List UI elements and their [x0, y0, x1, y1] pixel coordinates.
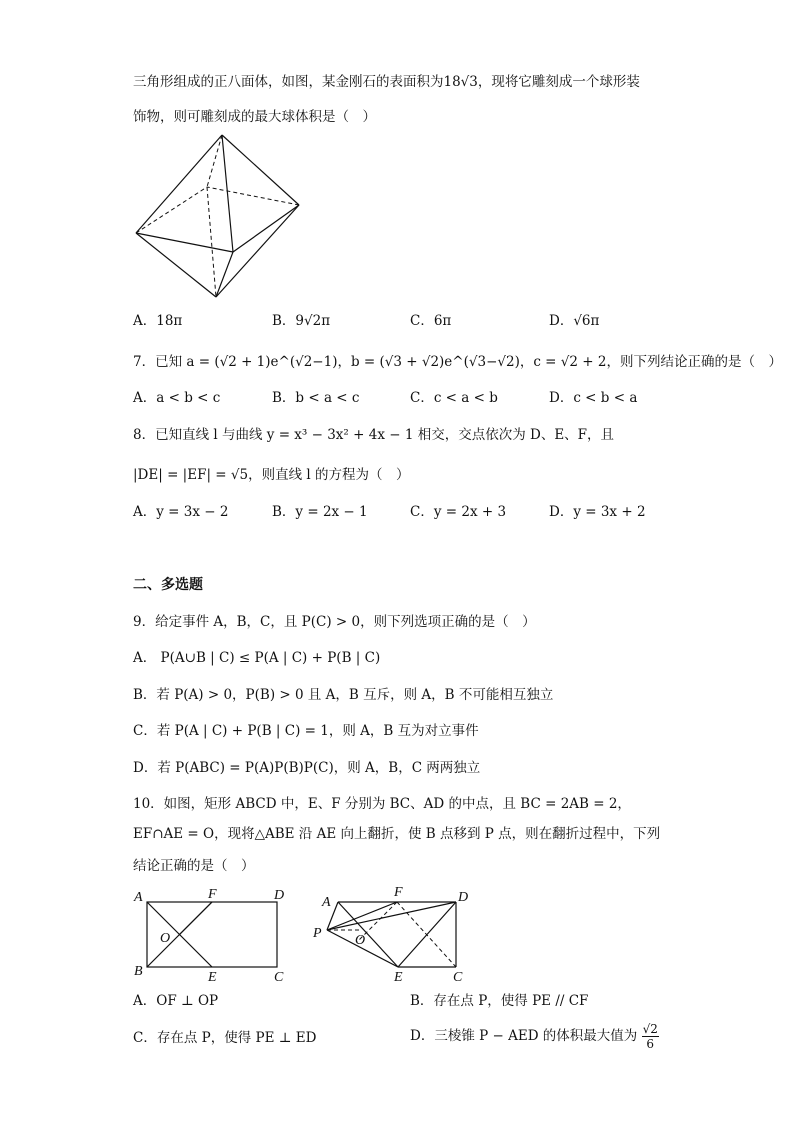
q10-option-d-fraction	[642, 1022, 659, 1051]
q10-stem-line1: 10．如图，矩形 ABCD 中，E、F 分别为 BC、AD 的中点，且 BC = 2AB = 2，	[133, 796, 631, 812]
q9-option-d: D．若 P(ABC) = P(A)P(B)P(C)，则 A，B，C 两两独立	[133, 760, 481, 776]
q8-stem-line2: |DE| = |EF| = √5，则直线 l 的方程为（ ）	[133, 467, 410, 483]
q6-stem-line2: 饰物，则可雕刻成的最大球体积是（ ）	[133, 109, 376, 125]
q10-stem-line2: EF∩AE = O，现将△ABE 沿 AE 向上翻折，使 B 点移到 P 点，则在翻折过程中，下列	[133, 826, 661, 842]
fig1-label-a: A	[134, 890, 143, 905]
q10-option-d-denominator: 6	[646, 1037, 655, 1051]
fig1-label-c: C	[274, 970, 284, 985]
fig2-label-f: F	[394, 885, 403, 900]
octahedron-figure	[130, 130, 310, 302]
q10-option-d	[410, 1022, 659, 1051]
q8-stem-line1: 8．已知直线 l 与曲线 y = x³ − 3x² + 4x − 1 相交，交点依次为 D、E、F，且	[133, 427, 615, 443]
fig1-label-b: B	[134, 964, 143, 979]
q8-option-d: D．y = 3x + 2	[549, 504, 646, 520]
section-heading: 二、多选题	[133, 577, 203, 593]
q9-option-b: B．若 P(A) > 0，P(B) > 0 且 A，B 互斥，则 A，B 不可能相互独立	[133, 687, 554, 703]
q9-stem: 9．给定事件 A，B，C，且 P(C) > 0，则下列选项正确的是（ ）	[133, 614, 536, 630]
fig1-label-f: F	[208, 887, 217, 902]
fig2-label-e: E	[394, 970, 403, 985]
fig2-label-a: A	[322, 895, 331, 910]
q10-stem-line3: 结论正确的是（ ）	[133, 858, 255, 874]
q6-option-d: D．√6π	[549, 313, 600, 329]
fig2-label-c: C	[453, 970, 463, 985]
q6-option-b: B．9√2π	[272, 313, 331, 329]
fig2-label-d: D	[458, 890, 469, 905]
fig2-label-p: P	[313, 926, 322, 941]
fig1-label-e: E	[208, 970, 217, 985]
q6-stem-line1: 三角形组成的正八面体，如图，某金刚石的表面积为18√3，现将它雕刻成一个球形装	[133, 74, 640, 90]
q7-option-a: A．a < b < c	[133, 390, 221, 406]
q10-option-a: A．OF ⊥ OP	[133, 993, 219, 1009]
q9-option-a: A． P(A∪B | C) ≤ P(A | C) + P(B | C)	[133, 650, 381, 666]
folded-figure	[310, 880, 480, 986]
q6-option-a: A．18π	[133, 313, 183, 329]
q9-option-c: C．若 P(A | C) + P(B | C) = 1，则 A，B 互为对立事件	[133, 723, 479, 739]
rectangle-figure	[128, 882, 298, 986]
q10-option-d-text: D．三棱锥 P − AED 的体积最大值为	[410, 1028, 638, 1044]
q10-option-c: C．存在点 P，使得 PE ⊥ ED	[133, 1030, 317, 1046]
q8-option-c: C．y = 2x + 3	[410, 504, 507, 520]
q6-option-c: C．6π	[410, 313, 452, 329]
q7-stem: 7．已知 a = (√2 + 1)e^(√2−1)，b = (√3 + √2)e^(√3−√2)，c = √2 + 2，则下列结论正确的是（ ）	[133, 354, 782, 370]
fig1-label-d: D	[274, 888, 285, 903]
q8-option-a: A．y = 3x − 2	[133, 504, 229, 520]
q7-option-b: B．b < a < c	[272, 390, 360, 406]
fig1-label-o: O	[160, 931, 171, 946]
q8-option-b: B．y = 2x − 1	[272, 504, 368, 520]
fig2-label-o: O	[355, 933, 366, 948]
q10-option-d-numerator: √2	[642, 1022, 658, 1036]
q10-option-b: B．存在点 P，使得 PE // CF	[410, 993, 589, 1009]
q7-option-c: C．c < a < b	[410, 390, 498, 406]
q7-option-d: D．c < b < a	[549, 390, 638, 406]
